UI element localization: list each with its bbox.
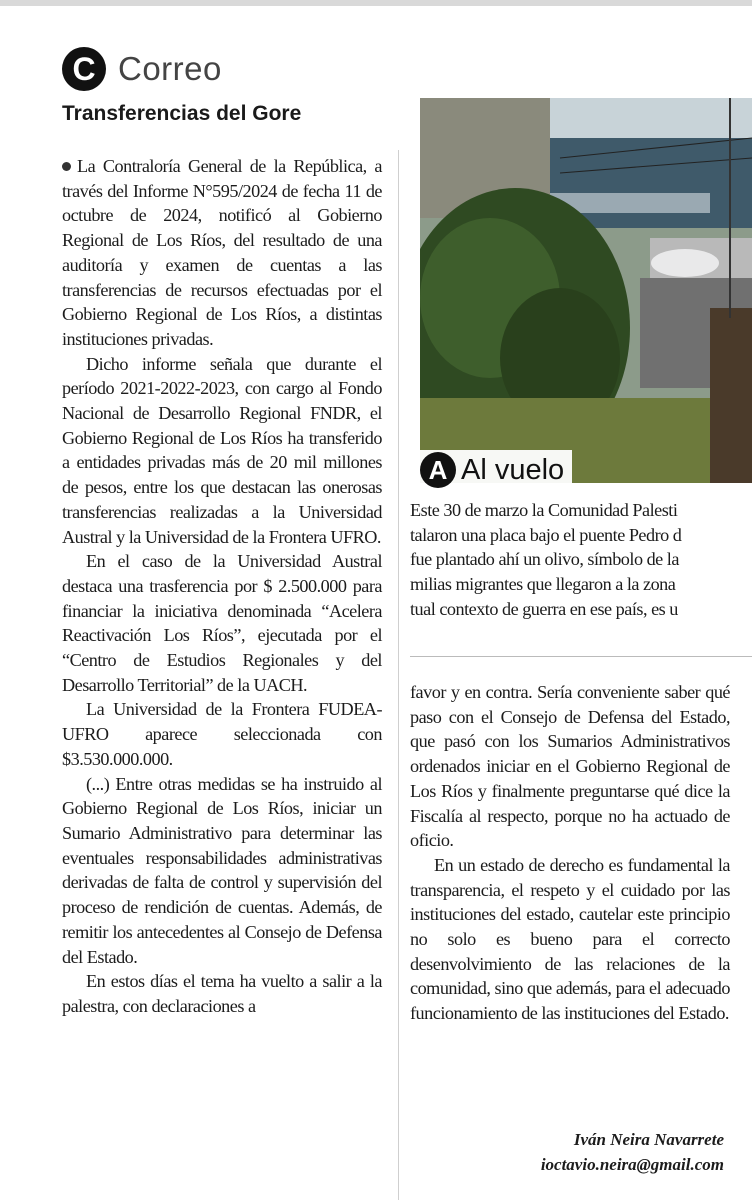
letter-paragraph: En estos días el tema ha vuelto a salir a la palestra, con declaraciones a [62,971,382,1016]
letter-paragraph: (...) Entre otras medidas se ha instruido al Gobierno Regional de Los Ríos, iniciar un Sumario Administrativo para determinar las eventuales responsabilidades administrativas derivadas de falta de control y supervisión del proceso de rendición de cuentas. Además, de remitir los antecedentes al Consejo de Defensa del Estado. [62,773,382,967]
section-title: Correo [118,50,222,87]
bullet-icon [62,162,71,171]
al-vuelo-line: fue plantado ahí un olivo, símbolo de la [410,549,679,570]
section-letter-badge: C [62,47,106,91]
al-vuelo-header [420,450,572,490]
letter-paragraph: Dicho informe señala que durante el período 2021-2022-2023, con cargo al Fondo Nacional de Desarrollo Regional FNDR, el Gobierno Regional de Los Ríos ha transferido a entidades privadas más de 20 mil millones de pesos, entre los que destacan las onerosas transferencias realizadas a la Universidad Austral y la Universidad de la Frontera UFRO. [62,353,382,547]
letter-paragraph: En un estado de derecho es fundamental la transparencia, el respeto y el cuidado por las instituciones del estado, cautelar este principio no solo es bueno para el correcto desenvolvimiento de las relaciones de la comunidad, sino que además, para el adecuado funcionamiento de las instituciones del Estado. [410,854,730,1024]
al-vuelo-text [410,498,752,623]
al-vuelo-line: Este 30 de marzo la Comunidad Palesti [410,500,678,520]
al-vuelo-line: milias migrantes que llegaron a la zona [410,574,676,595]
page-top-edge [0,0,752,6]
signature-email: ioctavio.neira@gmail.com [540,1155,724,1174]
signature-name: Iván Neira Navarrete [573,1130,724,1149]
letter-paragraph: La Universidad de la Frontera FUDEA-UFRO aparece seleccionada con $3.530.000.000. [62,699,382,769]
letter-column-1 [62,154,382,1019]
letter-paragraph: favor y en contra. Sería conveniente saber qué paso con el Consejo de Defensa del Estado, que pasó con los Sumarios Administrativos ordenados iniciar en el Gobierno Regional de Los Ríos y finalmente preguntarse qué dice la Fiscalía al respecto, porque no ha actuado de oficio. [410,682,730,851]
letter-headline: Transferencias del Gore [62,102,302,125]
letter-paragraph: La Contraloría General de la República, a través del Informe N°595/2024 de fecha 11 de octubre de 2024, notificó al Gobierno Regional de Los Ríos, del resultado de una auditoría y examen de cuentas a las transferencias de recursos efectuadas por el Gobierno Regional de Los Ríos, a distintas instituciones privadas. [62,156,382,349]
news-photo [420,98,752,483]
section-divider [410,656,752,657]
section-header [62,44,222,94]
letter-paragraph: En el caso de la Universidad Austral destaca una trasferencia por $ 2.500.000 para financiar la iniciativa denominada “Acelera Reactivación Los Ríos”, ejecutada por el “Centro de Estudios Regionales y del Desarrollo Territorial” de la UACH. [62,551,382,695]
column-divider [398,150,399,1200]
al-vuelo-letter-badge: A [420,452,456,488]
al-vuelo-line: tual contexto de guerra en ese país, es u [410,598,678,619]
al-vuelo-line: talaron una placa bajo el puente Pedro d [410,524,682,545]
letter-column-2 [410,680,730,1026]
al-vuelo-title: Al vuelo [461,453,565,486]
